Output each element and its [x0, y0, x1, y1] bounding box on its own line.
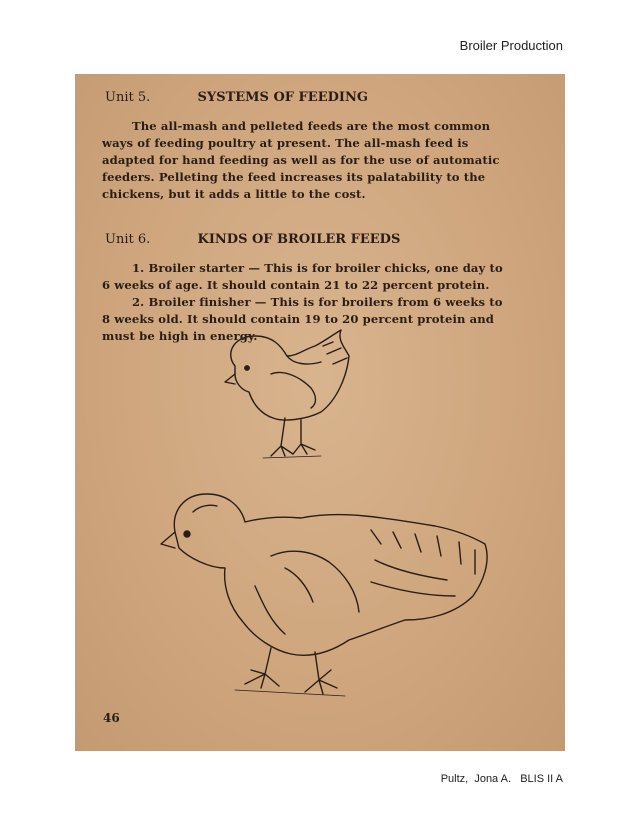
scanned-book-page [75, 74, 565, 751]
paragraph-line: 2. Broiler finisher — This is for broilers from 6 weeks to [132, 295, 503, 309]
paragraph-line: 6 weeks of age. It should contain 21 to 22 percent protein. [102, 278, 490, 292]
paragraph-line: 8 weeks old. It should contain 19 to 20 percent protein and [102, 312, 494, 326]
broiler-illustration [161, 494, 487, 696]
unit-6-number: Unit 6. [105, 232, 151, 247]
paragraph-line: ways of feeding poultry at present. The all-mash feed is [102, 136, 469, 150]
unit-5-number: Unit 5. [105, 90, 151, 105]
chick-illustrations [75, 74, 565, 751]
chick-illustration [225, 330, 349, 458]
running-header: Broiler Production [459, 38, 563, 53]
paragraph-line: chickens, but it adds a little to the cost. [102, 187, 366, 201]
paragraph-line: must be high in energy. [102, 329, 258, 343]
paragraph-line: feeders. Pelleting the feed increases its palatability to the [102, 170, 486, 184]
paragraph-line: 1. Broiler starter — This is for broiler chicks, one day to [132, 261, 503, 275]
page-number: 46 [103, 711, 120, 725]
paragraph-line: The all-mash and pelleted feeds are the most common [132, 119, 491, 133]
unit-6-title: KINDS OF BROILER FEEDS [197, 232, 401, 247]
paragraph-line: adapted for hand feeding as well as for the use of automatic [102, 153, 500, 167]
footer-author: Pultz, Jona A. BLIS II A [440, 773, 563, 785]
unit-5-title: SYSTEMS OF FEEDING [197, 90, 368, 105]
